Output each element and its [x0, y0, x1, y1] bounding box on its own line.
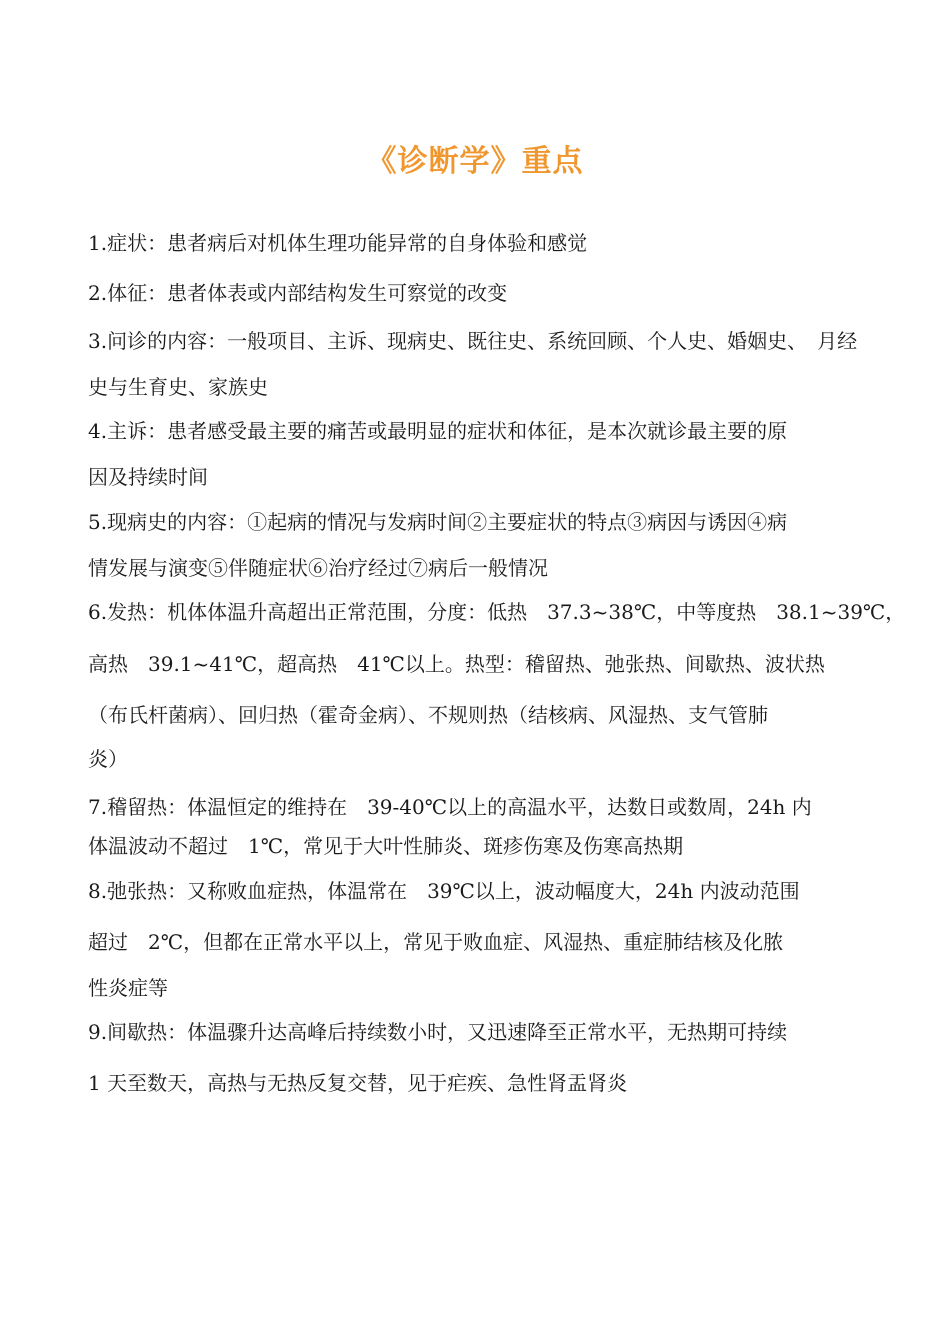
- text-line-14: 体温波动不超过 1℃，常见于大叶性肺炎、斑疹伤寒及伤寒高热期: [88, 834, 684, 858]
- text-line-18: 9.间歇热：体温骤升达高峰后持续数小时，又迅速降至正常水平，无热期可持续: [88, 1020, 788, 1044]
- text-line-7: 5.现病史的内容：①起病的情况与发病时间②主要症状的特点③病因与诱因④病: [88, 510, 788, 534]
- text-line-16: 超过 2℃，但都在正常水平以上，常见于败血症、风湿热、重症肺结核及化脓: [88, 930, 784, 954]
- text-line-9: 6.发热：机体体温升高超出正常范围，分度：低热 37.3~38℃，中等度热 38.1~39℃，: [88, 600, 906, 624]
- text-line-12: 炎）: [88, 747, 128, 771]
- text-line-15: 8.弛张热：又称败血症热，体温常在 39℃以上，波动幅度大，24h 内波动范围: [88, 879, 800, 903]
- text-line-5: 4.主诉：患者感受最主要的痛苦或最明显的症状和体征，是本次就诊最主要的原: [88, 419, 788, 443]
- text-line-13: 7.稽留热：体温恒定的维持在 39-40℃以上的高温水平，达数日或数周，24h 内: [88, 795, 812, 819]
- text-line-4: 史与生育史、家族史: [88, 375, 268, 399]
- text-line-8: 情发展与演变⑤伴随症状⑥治疗经过⑦病后一般情况: [88, 556, 548, 580]
- document-title: 《诊断学》重点: [366, 144, 584, 179]
- text-line-11: （布氏杆菌病）、回归热（霍奇金病）、不规则热（结核病、风湿热、支气管肺: [88, 703, 768, 727]
- text-line-2: 2.体征：患者体表或内部结构发生可察觉的改变: [88, 281, 508, 305]
- text-line-19: 1 天至数天，高热与无热反复交替，见于疟疾、急性肾盂肾炎: [88, 1071, 628, 1095]
- text-line-3: 3.问诊的内容：一般项目、主诉、现病史、既往史、系统回顾、个人史、婚姻史、 月经: [88, 329, 858, 353]
- text-line-1: 1.症状：患者病后对机体生理功能异常的自身体验和感觉: [88, 231, 588, 255]
- text-line-6: 因及持续时间: [88, 465, 208, 489]
- text-line-10: 高热 39.1~41℃，超高热 41℃以上。热型：稽留热、弛张热、间歇热、波状热: [88, 652, 825, 676]
- text-line-17: 性炎症等: [88, 976, 168, 1000]
